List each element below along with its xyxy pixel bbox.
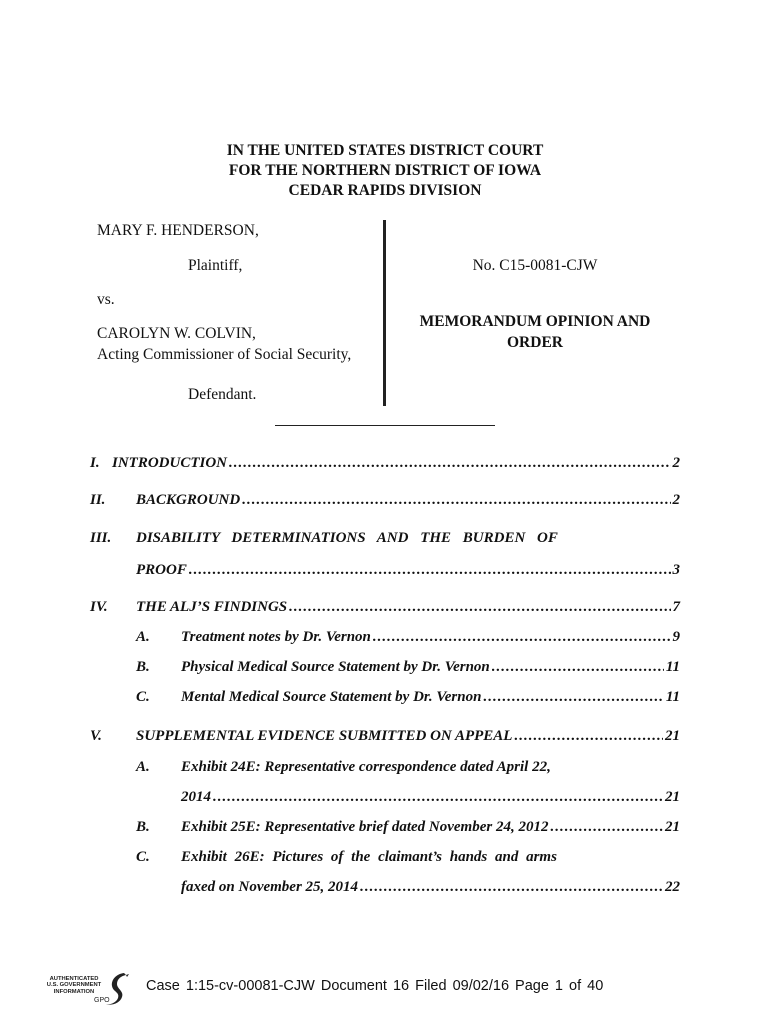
toc-title: Treatment notes by Dr. Vernon: [181, 629, 371, 645]
toc-entry[interactable]: [90, 728, 680, 745]
caption-divider: [383, 220, 386, 406]
toc-leader: [550, 819, 663, 836]
toc-page: 21: [665, 789, 680, 805]
toc-page: 2: [672, 492, 680, 508]
toc-title: Exhibit 25E: Representative brief dated November 24, 2012: [181, 819, 549, 835]
document-title: [400, 311, 670, 353]
gpo-logo-text: [44, 976, 104, 995]
toc-subentry[interactable]: [136, 759, 680, 776]
toc-entry[interactable]: [90, 599, 680, 616]
toc-title: INTRODUCTION: [112, 455, 228, 471]
gpo-logo-line: U.S. GOVERNMENT: [46, 982, 102, 989]
toc-title: 2014: [181, 789, 211, 805]
defendant-role: Defendant.: [188, 386, 257, 403]
toc-leader: [242, 492, 670, 509]
toc-leader: [492, 659, 664, 676]
toc-leader: [483, 689, 663, 706]
court-name: IN THE UNITED STATES DISTRICT COURT: [226, 142, 544, 159]
defendant-name: CAROLYN W. COLVIN,: [97, 325, 256, 342]
toc-entry-continuation[interactable]: [136, 562, 680, 579]
toc-number: B.: [136, 659, 150, 675]
case-caption: [0, 0, 770, 440]
toc-subentry[interactable]: [136, 629, 680, 646]
document-title-line2: ORDER: [507, 334, 563, 351]
case-number: No. C15-0081-CJW: [472, 257, 598, 274]
toc-page: 2: [672, 455, 680, 471]
toc-title: SUPPLEMENTAL EVIDENCE SUBMITTED ON APPEAL: [136, 728, 513, 744]
court-division: CEDAR RAPIDS DIVISION: [288, 182, 482, 199]
toc-page: 11: [665, 689, 680, 705]
toc-leader: [229, 455, 670, 472]
toc-entry[interactable]: [90, 455, 680, 472]
toc-title: PROOF: [136, 562, 187, 578]
gpo-logo-line: AUTHENTICATED: [49, 976, 99, 982]
toc-subentry[interactable]: [136, 659, 680, 676]
toc-page: 11: [665, 659, 680, 675]
toc-number: IV.: [90, 599, 108, 615]
toc-subentry[interactable]: [136, 849, 680, 866]
toc-title: BACKGROUND: [136, 492, 241, 508]
toc-subentry[interactable]: [136, 819, 680, 836]
toc-number: I.: [90, 455, 100, 471]
court-district: FOR THE NORTHERN DISTRICT OF IOWA: [228, 162, 542, 179]
toc-leader: [213, 789, 663, 806]
toc-number: C.: [136, 689, 150, 705]
page-footer: [0, 968, 770, 1008]
caption-rule: [275, 425, 495, 426]
toc-number: C.: [136, 849, 150, 865]
toc-page: 22: [665, 879, 680, 895]
toc-title: Physical Medical Source Statement by Dr. Vernon: [181, 659, 490, 675]
toc-entry[interactable]: [90, 530, 680, 547]
document-title-line1: MEMORANDUM OPINION AND: [419, 313, 651, 330]
defendant-title: Acting Commissioner of Social Security,: [97, 346, 352, 363]
toc-number: B.: [136, 819, 150, 835]
toc-number: A.: [136, 629, 150, 645]
toc-subentry-continuation[interactable]: [181, 789, 680, 806]
gpo-logo-line: INFORMATION: [53, 988, 95, 995]
toc-number: A.: [136, 759, 150, 775]
toc-title: Exhibit 24E: Representative correspondence dated April 22,: [181, 759, 551, 775]
case-info-footer: Case 1:15-cv-00081-CJW Document 16 Filed 09/02/16 Page 1 of 40: [146, 978, 604, 994]
toc-leader: [289, 599, 670, 616]
toc-page: 21: [665, 819, 680, 835]
gpo-mark: GPO: [94, 997, 110, 1004]
plaintiff-name: MARY F. HENDERSON,: [97, 222, 259, 239]
toc-title: DISABILITY DETERMINATIONS AND THE BURDEN OF: [136, 530, 558, 546]
toc-page: 21: [665, 728, 680, 744]
toc-title: THE ALJ’S FINDINGS: [136, 599, 288, 615]
toc-number: II.: [90, 492, 106, 508]
toc-number: III.: [90, 530, 112, 546]
toc-page: 7: [672, 599, 680, 615]
toc-leader: [514, 728, 663, 745]
versus-label: vs.: [97, 291, 115, 308]
gpo-authentication-logo: [44, 968, 134, 1008]
toc-leader: [373, 629, 671, 646]
toc-title: Mental Medical Source Statement by Dr. Vernon: [181, 689, 482, 705]
toc-leader: [189, 562, 671, 579]
toc-title: faxed on November 25, 2014: [181, 879, 359, 895]
toc-number: V.: [90, 728, 102, 744]
toc-subentry-continuation[interactable]: [181, 879, 680, 896]
toc-page: 9: [672, 629, 680, 645]
toc-leader: [360, 879, 663, 896]
plaintiff-role: Plaintiff,: [188, 257, 243, 274]
toc-page: 3: [672, 562, 680, 578]
toc-entry[interactable]: [90, 492, 680, 509]
toc-subentry[interactable]: [136, 689, 680, 706]
toc-title: Exhibit 26E: Pictures of the claimant’s hands and arms: [181, 849, 557, 865]
